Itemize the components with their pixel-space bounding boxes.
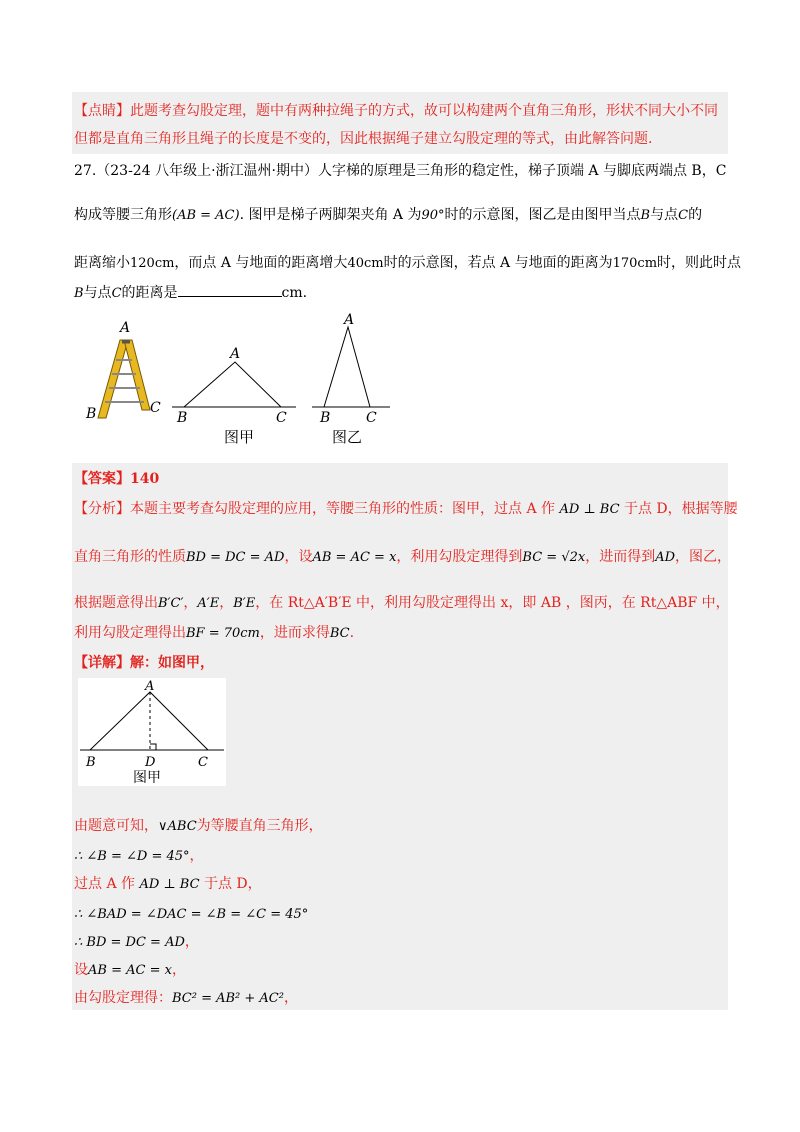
ladder-label-c: C bbox=[150, 400, 161, 416]
svg-text:C: C bbox=[276, 410, 287, 426]
figure-jia-caption: 图甲 bbox=[224, 428, 255, 446]
figure-yi-caption: 图乙 bbox=[332, 428, 363, 446]
analysis-line-1: 【分析】本题主要考查勾股定理的应用，等腰三角形的性质：图甲，过点 A 作 AD ⊥ BC 于点 D，根据等腰 bbox=[74, 501, 738, 517]
svg-text:C: C bbox=[198, 755, 208, 770]
svg-text:B: B bbox=[86, 755, 96, 770]
detail-step-1: 由题意可知，∨ABC为等腰直角三角形， bbox=[74, 818, 323, 834]
detail-figure-caption: 图甲 bbox=[133, 770, 161, 786]
question-line-4: B与点C的距离是 cm. bbox=[74, 285, 308, 301]
analysis-line-3: 根据题意得出B′C′，A′E，B′E，在 Rt△A′B′E 中，利用勾股定理得出 x，即 AB ，图丙，在 Rt△ABF 中， bbox=[74, 595, 730, 611]
answer-blank bbox=[178, 284, 282, 297]
detail-step-2: ∴ ∠B = ∠D = 45°， bbox=[74, 848, 204, 864]
detail-step-4: ∴ ∠BAD = ∠DAC = ∠B = ∠C = 45° bbox=[74, 907, 309, 922]
question-figures bbox=[80, 310, 400, 450]
question-line-1: 27.（23-24 八年级上·浙江温州·期中）人字梯的原理是三角形的稳定性，梯子顶端 A 与脚底两端点 B，C bbox=[74, 163, 727, 179]
detail-step-7: 由勾股定理得：BC² = AB² + AC²， bbox=[74, 990, 298, 1006]
detail-figure bbox=[78, 678, 226, 786]
figure-yi bbox=[312, 312, 390, 446]
question-line-2: 构成等腰三角形(AB = AC). 图甲是梯子两脚架夹角 A 为90°时的示意图，图乙是由图甲当点B与点C的 bbox=[74, 207, 703, 223]
analysis-line-2: 直角三角形的性质BD = DC = AD，设AB = AC = x，利用勾股定理得到BC = √2x，进而得到AD，图乙， bbox=[74, 549, 732, 565]
ladder-label-b: B bbox=[86, 406, 97, 422]
detail-step-3: 过点 A 作 AD ⊥ BC 于点 D， bbox=[74, 876, 262, 892]
answer-value: 140 bbox=[130, 471, 160, 487]
hint-line-2: 但都是直角三角形且绳子的长度是不变的，因此根据绳子建立勾股定理的等式，由此解答问题. bbox=[74, 131, 653, 147]
svg-text:B: B bbox=[320, 410, 331, 426]
svg-text:A: A bbox=[230, 346, 241, 362]
svg-text:B: B bbox=[177, 410, 188, 426]
ladder-illustration bbox=[85, 320, 161, 422]
answer-line: 【答案】140 bbox=[74, 471, 160, 487]
ladder-label-a: A bbox=[120, 320, 131, 336]
svg-text:D: D bbox=[145, 755, 156, 770]
question-line-3: 距离缩小120cm，而点 A 与地面的距离增大40cm时的示意图，若点 A 与地面的距离为170cm时，则此时点 bbox=[74, 255, 742, 271]
detail-step-6: 设AB = AC = x， bbox=[74, 962, 186, 978]
detail-label: 【详解】解：如图甲， bbox=[74, 655, 214, 671]
detail-step-5: ∴ BD = DC = AD， bbox=[74, 934, 199, 950]
svg-text:A: A bbox=[344, 312, 355, 328]
svg-text:C: C bbox=[366, 410, 377, 426]
figure-jia bbox=[172, 346, 296, 446]
analysis-line-4: 利用勾股定理得出BF = 70cm，进而求得BC. bbox=[74, 625, 355, 641]
svg-text:A: A bbox=[145, 679, 155, 694]
hint-line-1: 【点睛】此题考查勾股定理，题中有两种拉绳子的方式，故可以构建两个直角三角形，形状不同大小不同 bbox=[74, 103, 718, 119]
